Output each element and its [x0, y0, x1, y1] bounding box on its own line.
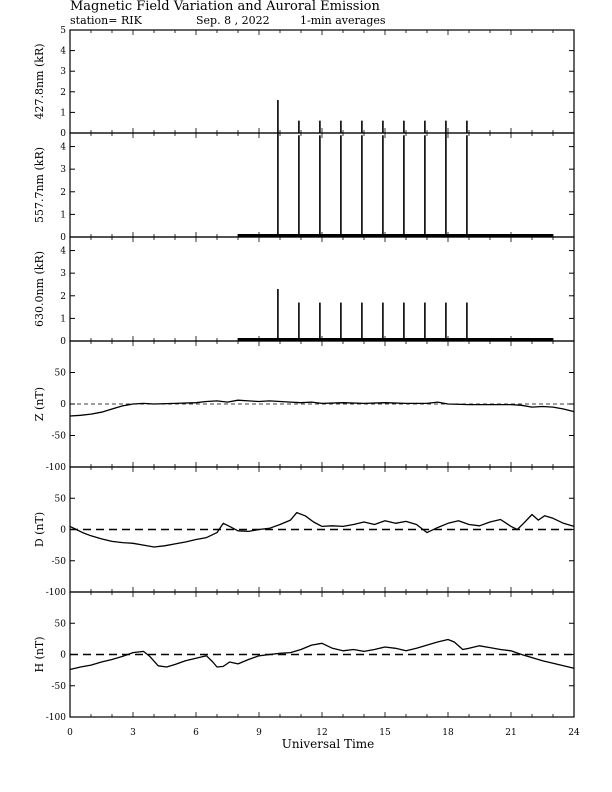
panel-h — [33, 592, 574, 723]
panel-frame — [70, 133, 574, 237]
x-tick-label: 9 — [256, 728, 262, 738]
x-axis-label: Universal Time — [281, 737, 375, 751]
y-tick-label: 0 — [60, 525, 66, 536]
x-tick-label: 12 — [316, 728, 328, 738]
y-axis-label: D (nT) — [33, 511, 46, 548]
y-tick-label: 4 — [60, 246, 66, 257]
panel-6300 — [33, 237, 574, 347]
y-tick-label: 3 — [60, 165, 66, 176]
y-tick-label: 0 — [60, 337, 66, 347]
y-tick-label: 1 — [60, 108, 66, 119]
averaging-label: 1-min averages — [300, 14, 386, 27]
y-tick-label: 4 — [60, 46, 66, 57]
y-tick-label: 0 — [60, 129, 66, 139]
y-axis-label: 557.7nm (kR) — [33, 146, 46, 224]
x-tick-label: 21 — [505, 728, 517, 738]
x-tick-label: 24 — [568, 728, 580, 738]
y-tick-label: 2 — [60, 87, 66, 98]
date-label: Sep. 8 , 2022 — [196, 14, 270, 27]
y-tick-label: 0 — [60, 233, 66, 243]
y-axis-label: H (nT) — [33, 636, 46, 673]
y-tick-label: -100 — [45, 588, 66, 598]
y-tick-label: 1 — [60, 210, 66, 221]
y-tick-label: 50 — [54, 368, 66, 379]
figure-title: Magnetic Field Variation and Auroral Emission — [70, 0, 380, 14]
y-tick-label: 0 — [60, 400, 66, 410]
x-tick-label: 3 — [130, 728, 136, 738]
y-tick-label: -100 — [45, 713, 66, 723]
y-tick-label: -50 — [51, 556, 66, 567]
x-tick-label: 0 — [67, 728, 73, 738]
panel-4278 — [33, 26, 574, 139]
y-axis-label: Z (nT) — [33, 386, 46, 422]
x-tick-label: 15 — [379, 728, 391, 738]
y-tick-label: 4 — [60, 142, 66, 153]
panel-frame — [70, 30, 574, 133]
panel-z — [33, 341, 574, 473]
y-tick-label: 1 — [60, 314, 66, 325]
station-label: station= RIK — [70, 14, 142, 27]
x-tick-label: 6 — [193, 728, 199, 738]
y-tick-label: 3 — [60, 67, 66, 78]
y-axis-label: 630.0nm (kR) — [33, 250, 46, 328]
y-tick-label: 3 — [60, 269, 66, 280]
panels-group — [33, 26, 574, 723]
y-tick-label: 2 — [60, 291, 66, 302]
y-tick-label: 2 — [60, 187, 66, 198]
panel-d — [33, 467, 574, 598]
panel-5577 — [33, 133, 574, 243]
field-trace — [70, 400, 574, 416]
y-tick-label: 5 — [60, 26, 66, 36]
y-tick-label: 50 — [54, 494, 66, 505]
y-tick-label: -50 — [51, 431, 66, 442]
x-tick-label: 18 — [442, 728, 454, 738]
y-tick-label: -50 — [51, 681, 66, 692]
y-tick-label: -100 — [45, 463, 66, 473]
panel-frame — [70, 237, 574, 341]
y-tick-label: 0 — [60, 650, 66, 661]
y-axis-label: 427.8nm (kR) — [33, 43, 46, 120]
y-tick-label: 50 — [54, 619, 66, 630]
